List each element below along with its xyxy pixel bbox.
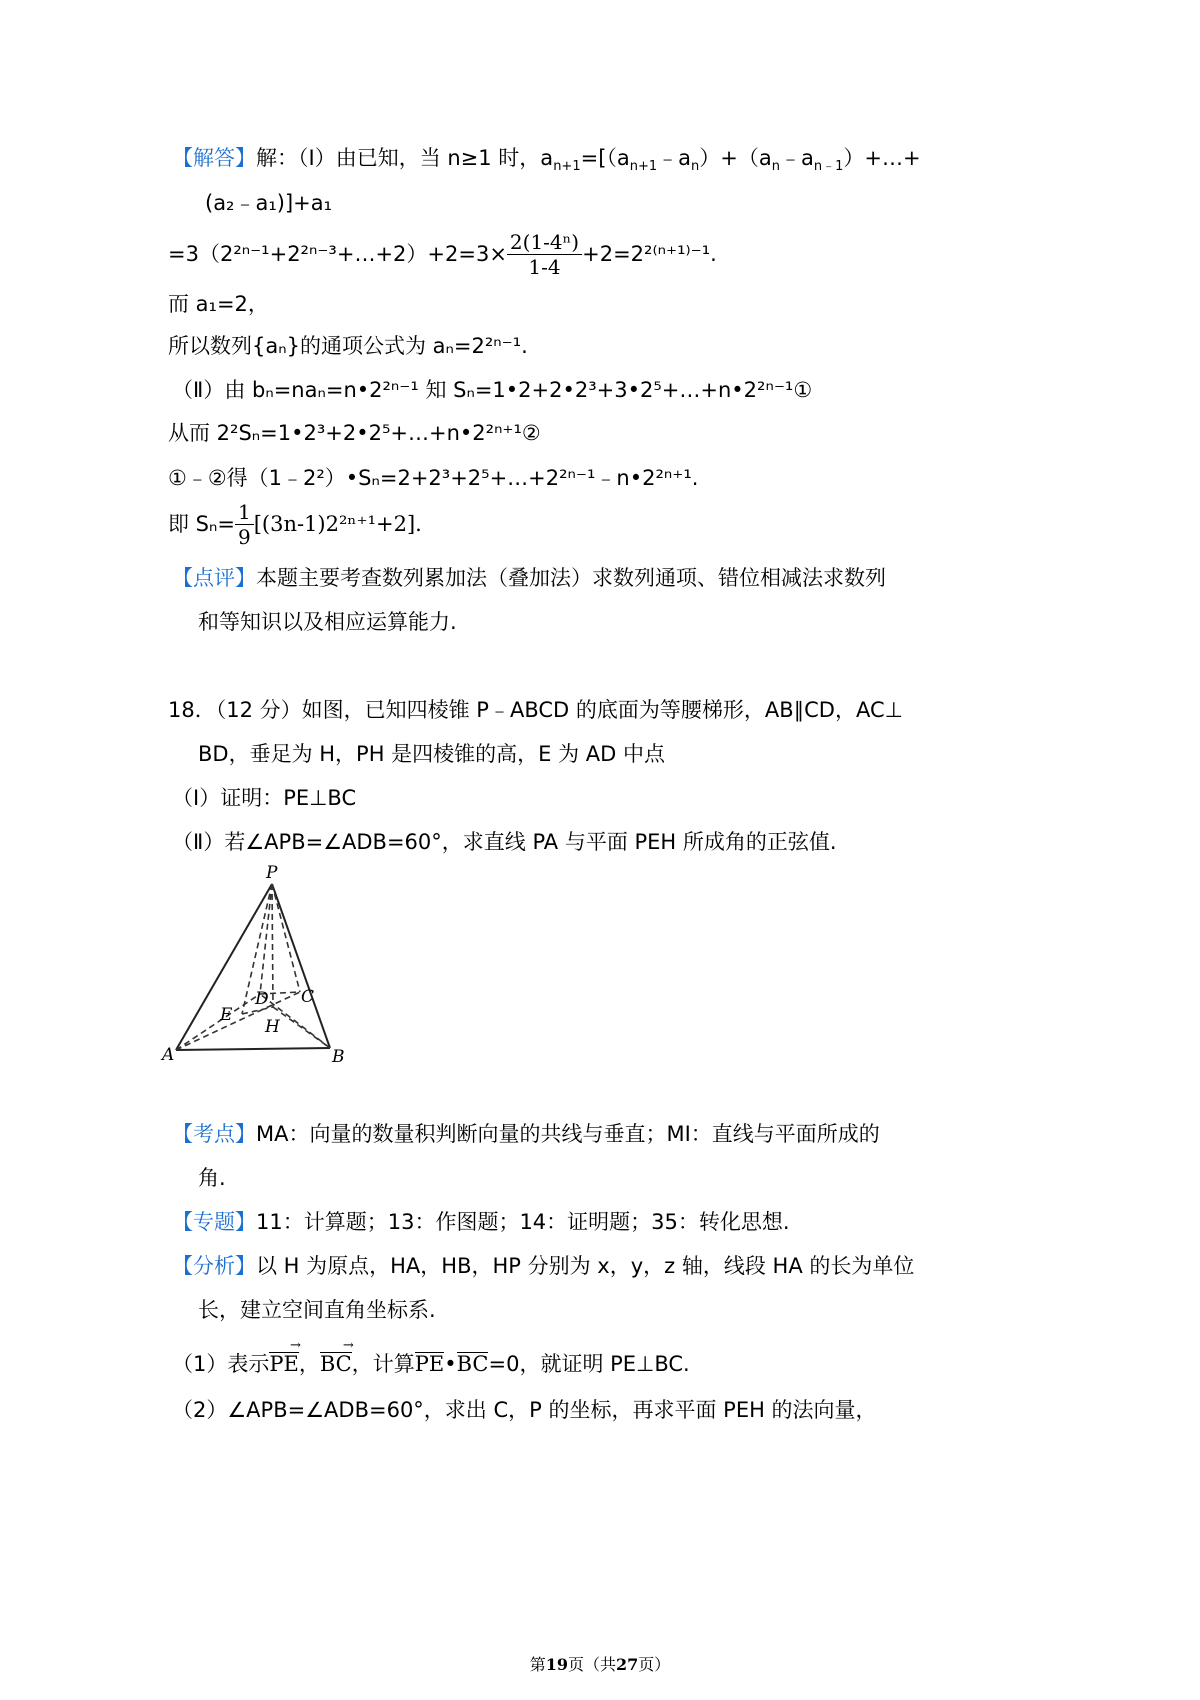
page-number: 19 [545,1655,568,1674]
zhuanti-bracket: 【专题】 [172,1210,256,1234]
answer-line-8: ①﹣②得（1﹣2²）•Sₙ=2+2³+2⁵+…+2²ⁿ⁻¹﹣n•2²ⁿ⁺¹. [168,466,699,490]
kaodian-bracket: 【考点】 [172,1122,256,1146]
fenxi-line-4: （2）∠APB=∠ADB=60°，求出 C，P 的坐标，再求平面 PEH 的法向量， [172,1398,877,1422]
vector-PE-dot: PE [414,1352,445,1376]
fenxi-line-3: （1）表示PE →，BC →，计算PE•BC=0，就证明 PE⊥BC. [172,1352,690,1375]
comment-bracket: 【点评】 [172,566,256,590]
fraction-sum: $\frac{\text{2(1-4ⁿ)}}{1-4}$ [507,232,582,277]
answer-line-5: 所以数列{aₙ}的通项公式为 aₙ=2²ⁿ⁻¹. [168,334,528,358]
fenxi-bracket: 【分析】 [172,1254,256,1278]
kaodian-line-2: 角. [198,1166,226,1190]
label-P: P [266,863,278,883]
problem-line-3: （Ⅰ）证明：PE⊥BC [172,786,357,810]
fraction-ninth: $\frac{1}{9}$ [235,502,254,547]
answer-line-9: 即 Sₙ= $\frac{1}{9}$ [(3n-1)2²ⁿ⁺¹+2]. [168,500,422,549]
answer-line-4: 而 a₁=2， [168,292,269,316]
answer-line-3: =3（2²ⁿ⁻¹+2²ⁿ⁻³+…+2）+2=3× $\frac{\text{2(1-4ⁿ)}}{1-4}$ +2=2²⁽ⁿ⁺¹⁾⁻¹. [168,230,717,279]
page-footer: 第19页（共27页） [529,1655,671,1674]
problem-line-4: （Ⅱ）若∠APB=∠ADB=60°，求直线 PA 与平面 PEH 所成角的正弦值. [172,830,837,854]
answer-line-2: (a₂﹣a₁)]+a₁ [205,191,333,215]
answer-line-7: 从而 2²Sₙ=1•2³+2•2⁵+…+n•2²ⁿ⁺¹② [168,421,541,445]
label-B: B [332,1047,345,1067]
kaodian-line-1: 【考点】MA：向量的数量积判断向量的共线与垂直；MI：直线与平面所成的 [172,1122,880,1146]
problem-line-1: 18．（12 分）如图，已知四棱锥 P﹣ABCD 的底面为等腰梯形，AB∥CD，AC⊥ [168,698,903,722]
vector-BC-dot: BC [456,1352,489,1376]
label-H: H [265,1017,280,1037]
answer-line-6: （Ⅱ）由 bₙ=naₙ=n•2²ⁿ⁻¹ 知 Sₙ=1•2+2•2³+3•2⁵+…+n•2²ⁿ⁻¹① [172,378,813,402]
vector-BC: BC → [320,1352,352,1375]
answer-line-1: 【解答】解：（Ⅰ）由已知，当 n≥1 时，$a_{n+1}=[(a_{n+1}﹣a_n)+(a_n﹣a_{n﹣1})+\dots+$ [172,146,921,175]
zhuanti-line-1: 【专题】11：计算题；13：作图题；14：证明题；35：转化思想. [172,1210,790,1234]
answer-text-1: 解：（Ⅰ）由已知，当 n≥1 时，a [256,146,554,170]
label-C: C [301,987,315,1007]
vector-PE: PE → [269,1352,298,1375]
answer-bracket: 【解答】 [172,146,256,170]
label-A: A [162,1045,175,1065]
fenxi-line-1: 【分析】以 H 为原点，HA，HB，HP 分别为 x，y，z 轴，线段 HA 的长为单位 [172,1254,915,1278]
page-total: 27 [616,1655,639,1674]
comment-line-2: 和等知识以及相应运算能力. [198,610,457,634]
pyramid-figure [160,862,360,1072]
comment-line-1: 【点评】本题主要考查数列累加法（叠加法）求数列通项、错位相减法求数列 [172,566,886,590]
fenxi-line-2: 长，建立空间直角坐标系. [198,1298,436,1322]
label-E: E [220,1005,233,1025]
label-D: D [255,989,269,1009]
problem-line-2: BD，垂足为 H，PH 是四棱锥的高，E 为 AD 中点 [198,742,666,766]
